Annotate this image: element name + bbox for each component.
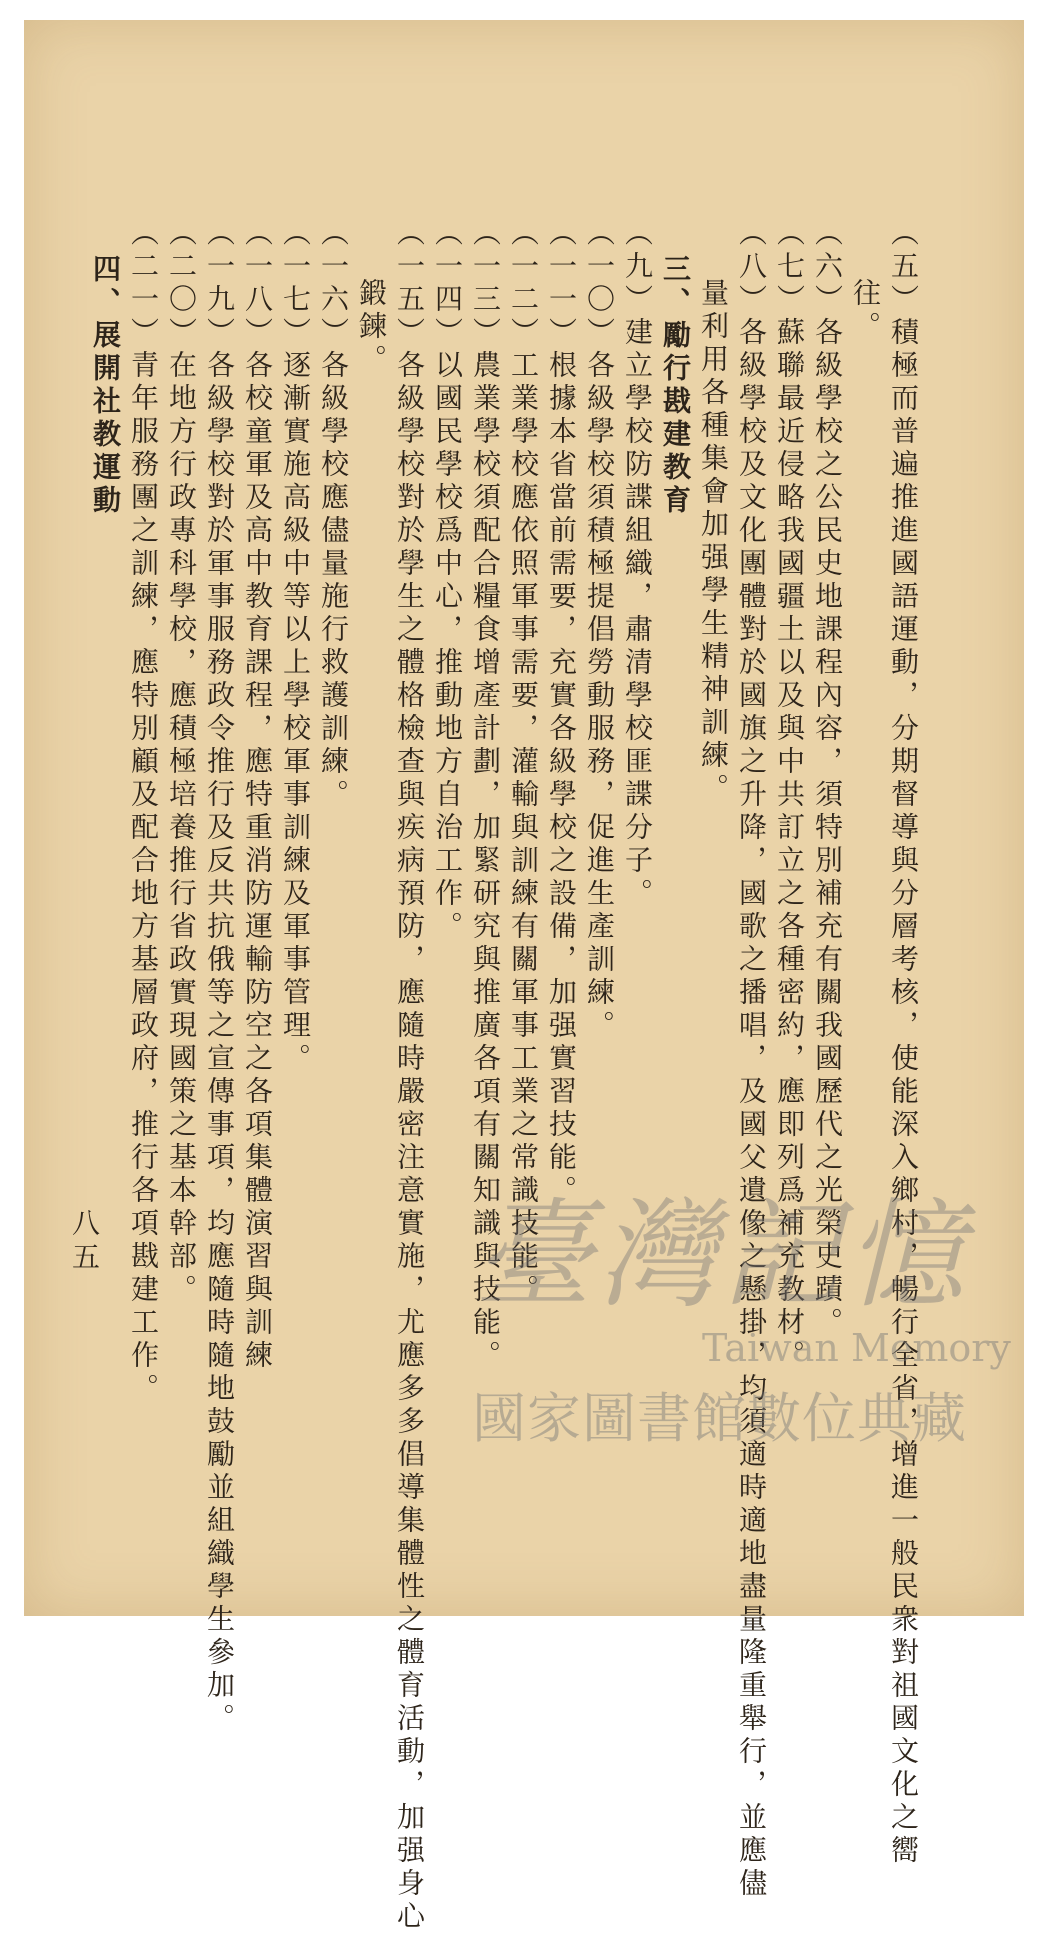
text-column-item-19: （一九）各級學校對於軍事服務政令推行及反共抗俄等之宣傳事項，均應隨時隨地鼓勵並組織學生參加。 [203, 218, 236, 1736]
text-column-item-16: （一六）各級學校應儘量施行救護訓練。 [317, 218, 350, 812]
text-column-continuation: 鍛鍊。 [355, 278, 388, 377]
text-column-continuation: 量利用各種集會加强學生精神訓練。 [697, 278, 730, 806]
text-column-item-7: （七）蘇聯最近侵略我國疆土以及與中共訂立之各種密約，應即列爲補充教材。 [773, 218, 806, 1373]
watermark-english: Taiwan Memory [702, 1326, 1011, 1370]
text-column-item-10: （一〇）各級學校須積極提倡勞動服務，促進生產訓練。 [583, 218, 616, 1043]
section-heading-4: 四、展開社教運動 [89, 254, 122, 518]
watermark-chinese: 國家圖書館數位典藏 [472, 1387, 967, 1450]
text-column-item-12: （一二）工業學校應依照軍事需要，灌輸與訓練有關軍事工業之常識技能。 [507, 218, 540, 1307]
text-column-item-6: （六）各級學校之公民史地課程內容，須特別補充有關我國歷代之光榮史蹟。 [811, 218, 844, 1340]
watermark-calligraphy: 臺灣記憶 [474, 1186, 971, 1324]
text-column-item-15: （一五）各級學校對於學生之體格檢查與疾病預防，應隨時嚴密注意實施，尤應多多倡導集體性之體育活動，加强身心 [393, 218, 426, 1934]
text-column-item-11: （一一）根據本省當前需要，充實各級學校之設備，加强實習技能。 [545, 218, 578, 1208]
text-column-item-13: （一三）農業學校須配合糧食增產計劃，加緊研究與推廣各項有關知識與技能。 [469, 218, 502, 1373]
text-column-item-17: （一七）逐漸實施高級中等以上學校軍事訓練及軍事管理。 [279, 218, 312, 1076]
text-column-item-20: （二〇）在地方行政專科學校，應積極培養推行省政實現國策之基本幹部。 [165, 218, 198, 1307]
text-column-continuation: 往。 [849, 278, 882, 344]
text-column-item-21: （二一）青年服務團之訓練，應特別顧及配合地方基層政府，推行各項戡建工作。 [127, 218, 160, 1406]
text-column-item-5: （五）積極而普遍推進國語運動，分期督導與分層考核，使能深入鄉村，暢行全省，增進一般民衆對祖國文化之嚮 [887, 218, 920, 1868]
page-number: 八五 [68, 1208, 101, 1276]
text-column-item-8: （八）各級學校及文化團體對於國旗之升降，國歌之播唱，及國父遺像之懸掛，均須適時適地盡量隆重舉行，並應儘 [735, 218, 768, 1901]
section-heading-3: 三、勵行戡建教育 [659, 254, 692, 518]
text-column-item-18: （一八）各校童軍及高中教育課程，應特重消防運輸防空之各項集體演習與訓練 [241, 218, 274, 1373]
text-column-item-14: （一四）以國民學校爲中心，推動地方自治工作。 [431, 218, 464, 944]
document-page [24, 20, 1024, 1934]
text-column-item-9: （九）建立學校防諜組織，肅清學校匪諜分子。 [621, 218, 654, 911]
